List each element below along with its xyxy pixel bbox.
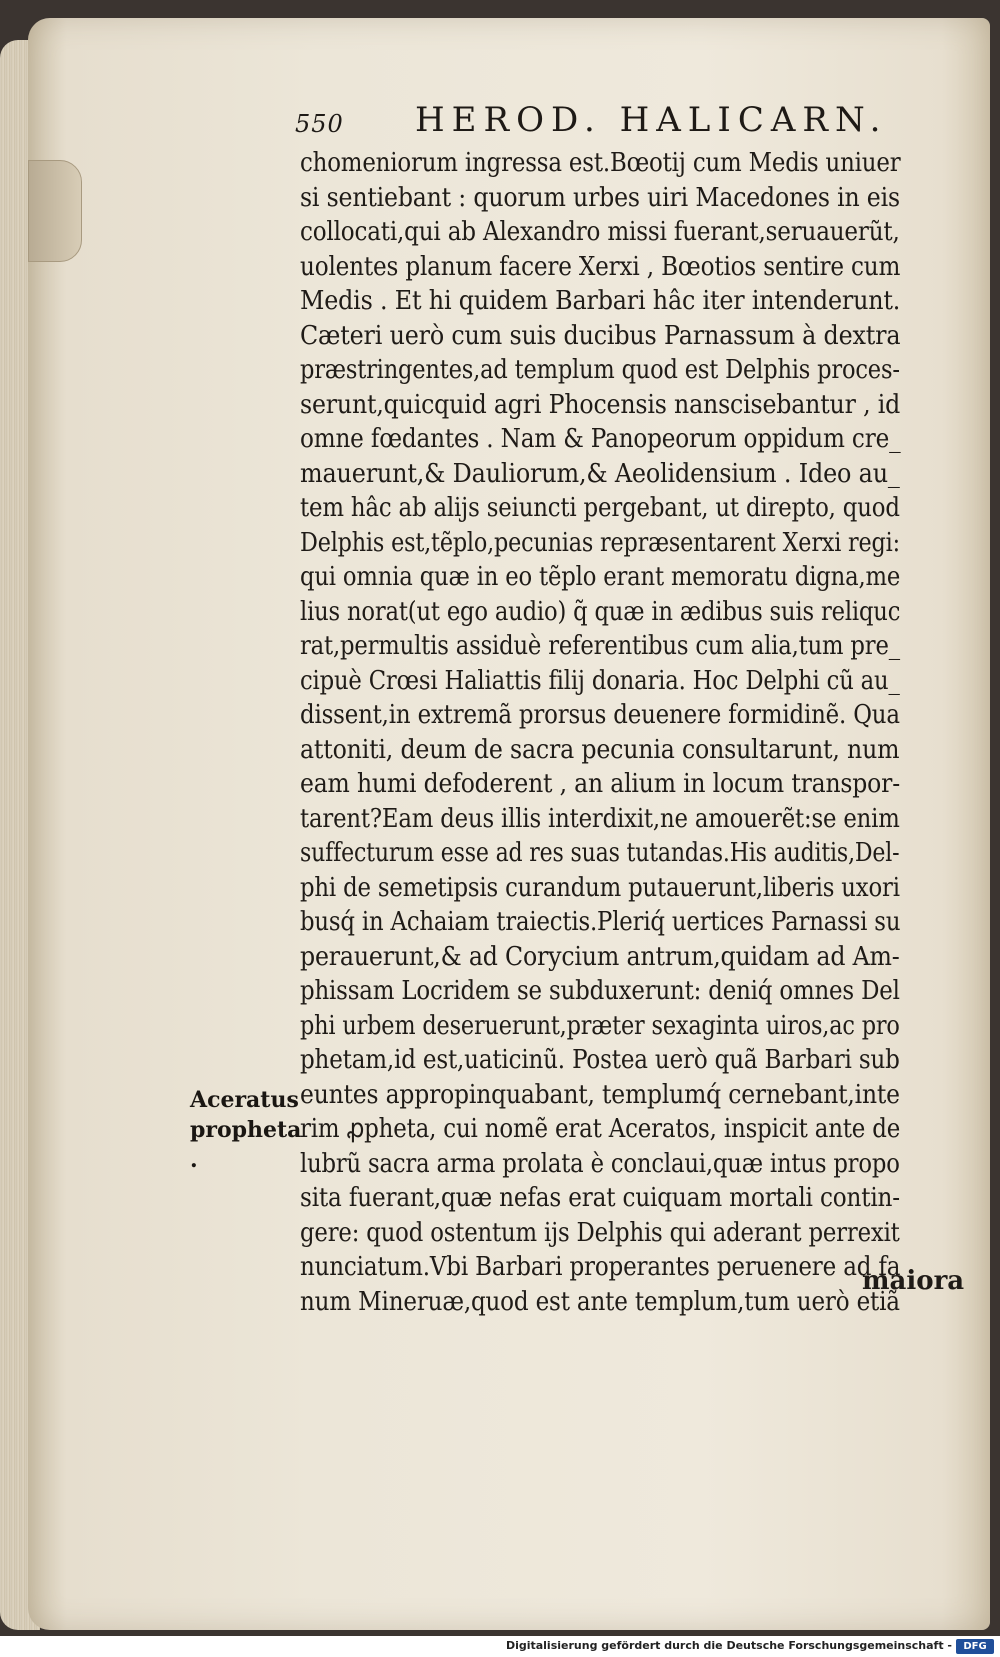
text-line: rim ꝓpheta, cui nomẽ erat Aceratos, inspicit ante de bbox=[300, 1114, 901, 1144]
text-line: tarent?Eam deus illis interdixit,ne amouerẽt:se enim bbox=[300, 803, 900, 834]
text-line: rat,permultis assiduè referentibus cum alia,tum pre_ bbox=[300, 631, 900, 661]
text-line: nunciatum.Vbi Barbari properantes peruenere ad fa bbox=[300, 1252, 901, 1282]
text-line: præstringentes,ad templum quod est Delphis proces- bbox=[300, 355, 900, 385]
catchword: maiora bbox=[862, 1266, 965, 1296]
text-line: chomeniorum ingressa est.Bœotij cum Medis uniuer bbox=[300, 148, 901, 178]
text-line: dissent,in extremã prorsus deuenere formidinẽ. Qua bbox=[300, 700, 900, 730]
text-line: serunt,quicquid agri Phocensis nanscisebantur , id bbox=[300, 389, 901, 420]
text-line: phi de semetipsis curandum putauerunt,liberis uxori bbox=[300, 872, 900, 903]
page-number: 550 bbox=[295, 110, 344, 138]
text-line: phissam Locridem se subduxerunt: deniq́ omnes Del bbox=[300, 976, 900, 1006]
text-line: uolentes planum facere Xerxi , Bœotios sentire cum bbox=[300, 251, 901, 282]
text-line: sita fuerant,quæ nefas erat cuiquam mortali contin- bbox=[300, 1183, 900, 1213]
text-line: eam humi defoderent , an alium in locum transpor- bbox=[300, 769, 900, 799]
dfg-logo: DFG bbox=[956, 1639, 994, 1654]
text-line: mauerunt,& Dauliorum,& Aeolidensium . Ideo au_ bbox=[300, 458, 900, 489]
footer-bar bbox=[0, 1636, 1000, 1657]
running-head bbox=[295, 100, 895, 144]
marginal-note-line: propheta . bbox=[190, 1117, 302, 1173]
text-line: qui omnia quæ in eo tẽplo erant memoratu digna,me bbox=[300, 562, 901, 592]
text-line: tem hâc ab alijs seiuncti pergebant, ut direpto, quod bbox=[300, 493, 900, 523]
text-line: euntes appropinquabant, templumq́ cernebant,inte bbox=[300, 1079, 900, 1110]
text-line: num Mineruæ,quod est ante templum,tum uerò etiã bbox=[300, 1286, 900, 1317]
page-tab bbox=[28, 160, 82, 262]
text-line: Medis . Et hi quidem Barbari hâc iter intenderunt. bbox=[300, 286, 901, 316]
text-line: phetam,id est,uaticinũ. Postea uerò quã Barbari sub bbox=[300, 1045, 900, 1075]
body-text bbox=[300, 146, 952, 1319]
text-line: cipuè Crœsi Haliattis filij donaria. Hoc Delphi cũ au_ bbox=[300, 665, 900, 696]
text-line: Delphis est,tẽplo,pecunias repræsentarent Xerxi regi: bbox=[300, 527, 900, 558]
text-line: Cæteri uerò cum suis ducibus Parnassum à dextra bbox=[300, 320, 901, 351]
marginal-note-line: Aceratus bbox=[190, 1087, 299, 1113]
text-line: omne fœdantes . Nam & Panopeorum oppidum cre_ bbox=[300, 424, 901, 454]
text-line: phi urbem deseruerunt,præter sexaginta uiros,ac pro bbox=[300, 1010, 900, 1041]
text-line: busq́ in Achaiam traiectis.Pleriq́ uertices Parnassi su bbox=[300, 907, 901, 937]
text-line: si sentiebant : quorum urbes uiri Macedones in eis bbox=[300, 182, 900, 213]
text-line: perauerunt,& ad Corycium antrum,quidam ad Am- bbox=[300, 941, 900, 972]
text-line: lius norat(ut ego audio) q̃ quæ in ædibus suis reliquc bbox=[300, 596, 901, 627]
footer-credit: Digitalisierung gefördert durch die Deutsche Forschungsgemeinschaft - bbox=[505, 1639, 952, 1652]
text-line: lubrũ sacra arma prolata è conclaui,quæ intus propo bbox=[300, 1148, 900, 1179]
text-line: attoniti, deum de sacra pecunia consultarunt, num bbox=[300, 734, 900, 765]
marginal-note bbox=[190, 1085, 310, 1175]
text-line: collocati,qui ab Alexandro missi fuerant,seruauerũt, bbox=[300, 217, 900, 247]
text-line: gere: quod ostentum ijs Delphis qui aderant perrexit bbox=[300, 1217, 900, 1248]
running-head-title: HEROD. HALICARN. bbox=[415, 100, 888, 140]
text-line: suffecturum esse ad res suas tutandas.His auditis,Del- bbox=[300, 838, 900, 868]
